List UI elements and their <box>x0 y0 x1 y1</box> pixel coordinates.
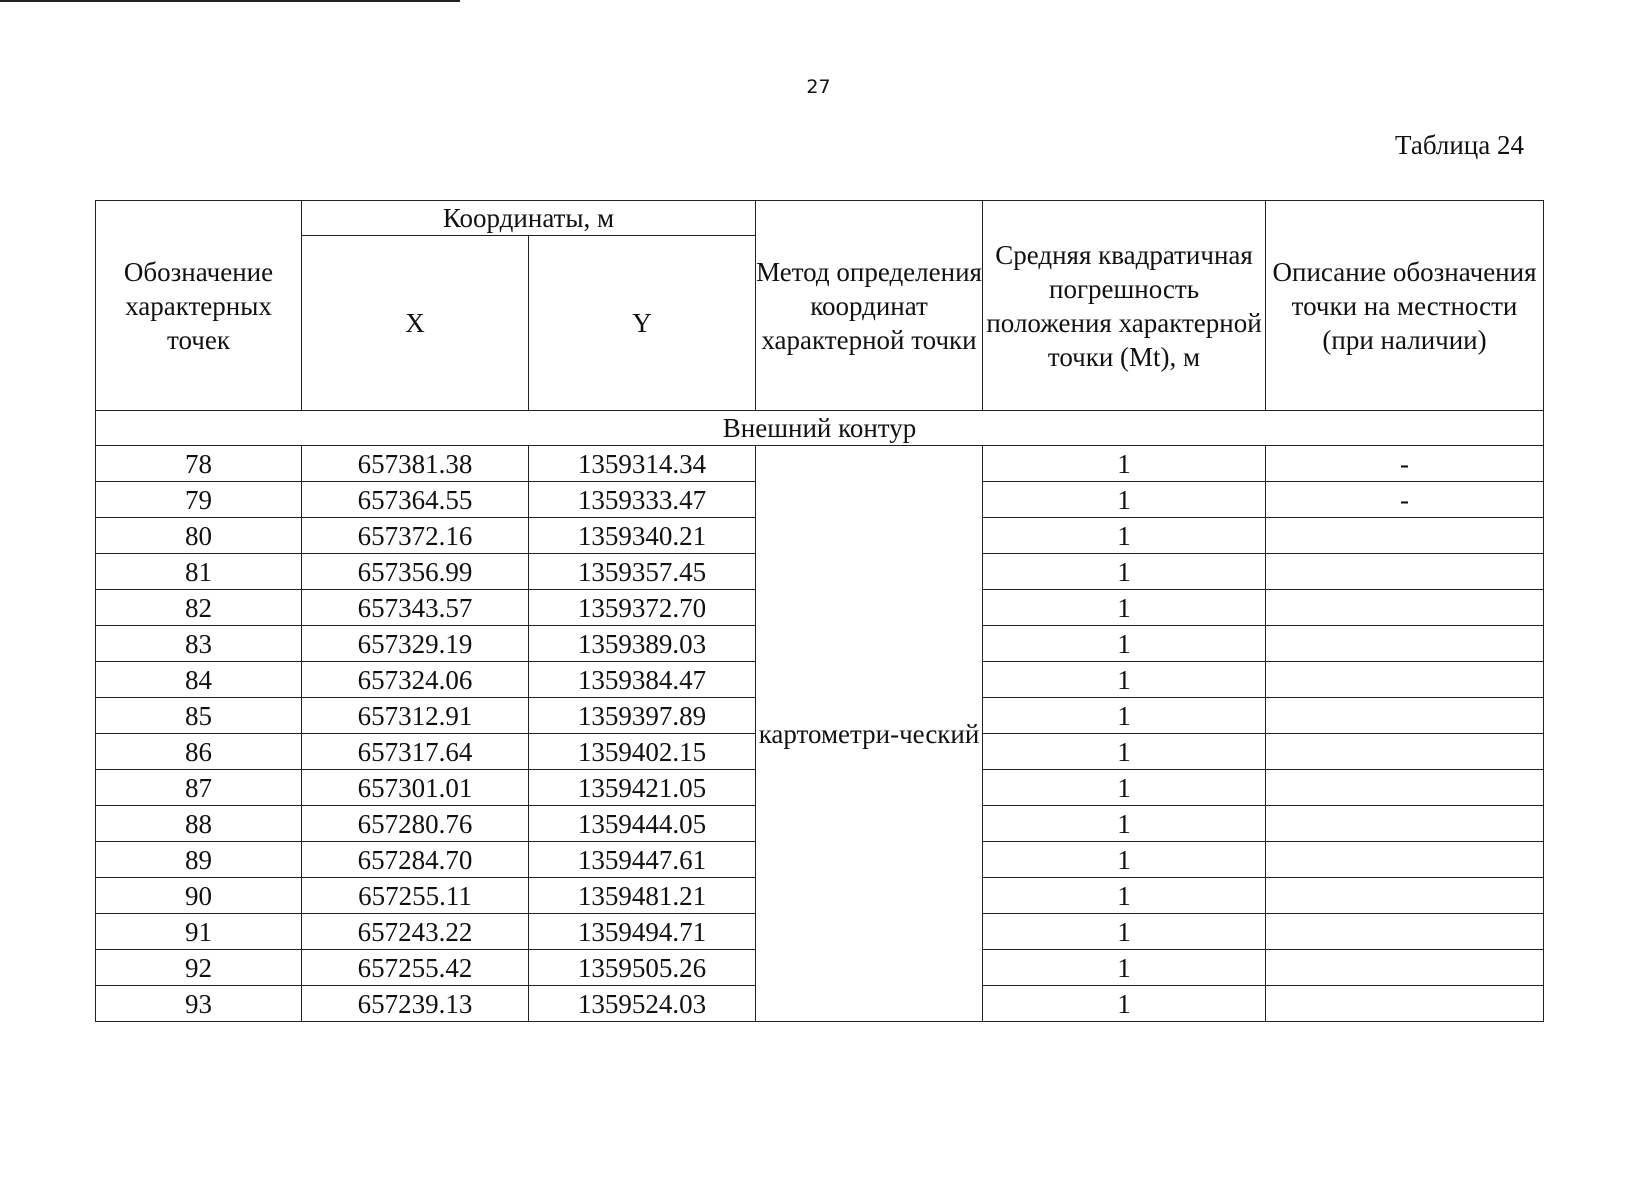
table-body <box>96 411 1544 1022</box>
header-description: Описание обозначения точки на местности (при наличии) <box>1266 201 1544 411</box>
accuracy-cell: 1 <box>983 554 1266 590</box>
accuracy-cell: 1 <box>983 626 1266 662</box>
point-cell: 82 <box>96 590 302 626</box>
accuracy-cell: 1 <box>983 662 1266 698</box>
y-cell: 1359524.03 <box>529 986 756 1022</box>
description-cell <box>1266 986 1544 1022</box>
y-cell: 1359444.05 <box>529 806 756 842</box>
coordinates-table <box>95 200 1544 1022</box>
top-rule <box>0 0 460 2</box>
accuracy-cell: 1 <box>983 914 1266 950</box>
accuracy-cell: 1 <box>983 842 1266 878</box>
x-cell: 657255.11 <box>302 878 529 914</box>
accuracy-cell: 1 <box>983 770 1266 806</box>
accuracy-cell: 1 <box>983 734 1266 770</box>
section-row <box>96 411 1544 446</box>
x-cell: 657343.57 <box>302 590 529 626</box>
x-cell: 657364.55 <box>302 482 529 518</box>
description-cell <box>1266 590 1544 626</box>
description-cell <box>1266 518 1544 554</box>
description-cell <box>1266 914 1544 950</box>
description-cell <box>1266 554 1544 590</box>
accuracy-cell: 1 <box>983 986 1266 1022</box>
section-title: Внешний контур <box>96 411 1544 446</box>
y-cell: 1359397.89 <box>529 698 756 734</box>
y-cell: 1359447.61 <box>529 842 756 878</box>
header-accuracy: Средняя квадратичная погрешность положения характерной точки (Mt), м <box>983 201 1266 411</box>
page-number: 27 <box>806 76 831 98</box>
point-cell: 93 <box>96 986 302 1022</box>
accuracy-cell: 1 <box>983 698 1266 734</box>
description-cell <box>1266 842 1544 878</box>
y-cell: 1359333.47 <box>529 482 756 518</box>
table-header <box>96 201 1544 411</box>
y-cell: 1359314.34 <box>529 446 756 482</box>
header-row-1 <box>96 201 1544 236</box>
accuracy-cell: 1 <box>983 806 1266 842</box>
header-y: Y <box>529 236 756 411</box>
accuracy-cell: 1 <box>983 590 1266 626</box>
description-cell <box>1266 806 1544 842</box>
point-cell: 80 <box>96 518 302 554</box>
y-cell: 1359494.71 <box>529 914 756 950</box>
y-cell: 1359340.21 <box>529 518 756 554</box>
accuracy-cell: 1 <box>983 518 1266 554</box>
header-point-designation: Обозначение характерных точек <box>96 201 302 411</box>
description-cell <box>1266 878 1544 914</box>
point-cell: 81 <box>96 554 302 590</box>
point-cell: 87 <box>96 770 302 806</box>
point-cell: 91 <box>96 914 302 950</box>
point-cell: 78 <box>96 446 302 482</box>
description-cell <box>1266 950 1544 986</box>
y-cell: 1359402.15 <box>529 734 756 770</box>
point-cell: 92 <box>96 950 302 986</box>
point-cell: 83 <box>96 626 302 662</box>
y-cell: 1359389.03 <box>529 626 756 662</box>
description-cell: - <box>1266 446 1544 482</box>
accuracy-cell: 1 <box>983 878 1266 914</box>
description-cell <box>1266 626 1544 662</box>
x-cell: 657381.38 <box>302 446 529 482</box>
description-cell <box>1266 662 1544 698</box>
point-cell: 84 <box>96 662 302 698</box>
accuracy-cell: 1 <box>983 950 1266 986</box>
description-cell <box>1266 770 1544 806</box>
y-cell: 1359384.47 <box>529 662 756 698</box>
y-cell: 1359481.21 <box>529 878 756 914</box>
accuracy-cell: 1 <box>983 482 1266 518</box>
table-row <box>96 446 1544 482</box>
x-cell: 657243.22 <box>302 914 529 950</box>
x-cell: 657255.42 <box>302 950 529 986</box>
point-cell: 88 <box>96 806 302 842</box>
header-method: Метод определения координат характерной точки <box>756 201 983 411</box>
description-cell <box>1266 734 1544 770</box>
header-coordinates: Координаты, м <box>302 201 756 236</box>
y-cell: 1359372.70 <box>529 590 756 626</box>
x-cell: 657317.64 <box>302 734 529 770</box>
header-x: X <box>302 236 529 411</box>
point-cell: 86 <box>96 734 302 770</box>
x-cell: 657239.13 <box>302 986 529 1022</box>
method-cell: картометри-ческий <box>756 446 983 1022</box>
x-cell: 657324.06 <box>302 662 529 698</box>
x-cell: 657280.76 <box>302 806 529 842</box>
x-cell: 657284.70 <box>302 842 529 878</box>
x-cell: 657312.91 <box>302 698 529 734</box>
point-cell: 85 <box>96 698 302 734</box>
x-cell: 657372.16 <box>302 518 529 554</box>
accuracy-cell: 1 <box>983 446 1266 482</box>
table-caption: Таблица 24 <box>1395 130 1524 160</box>
x-cell: 657356.99 <box>302 554 529 590</box>
x-cell: 657329.19 <box>302 626 529 662</box>
x-cell: 657301.01 <box>302 770 529 806</box>
y-cell: 1359505.26 <box>529 950 756 986</box>
y-cell: 1359421.05 <box>529 770 756 806</box>
point-cell: 79 <box>96 482 302 518</box>
description-cell <box>1266 698 1544 734</box>
description-cell: - <box>1266 482 1544 518</box>
point-cell: 89 <box>96 842 302 878</box>
y-cell: 1359357.45 <box>529 554 756 590</box>
point-cell: 90 <box>96 878 302 914</box>
